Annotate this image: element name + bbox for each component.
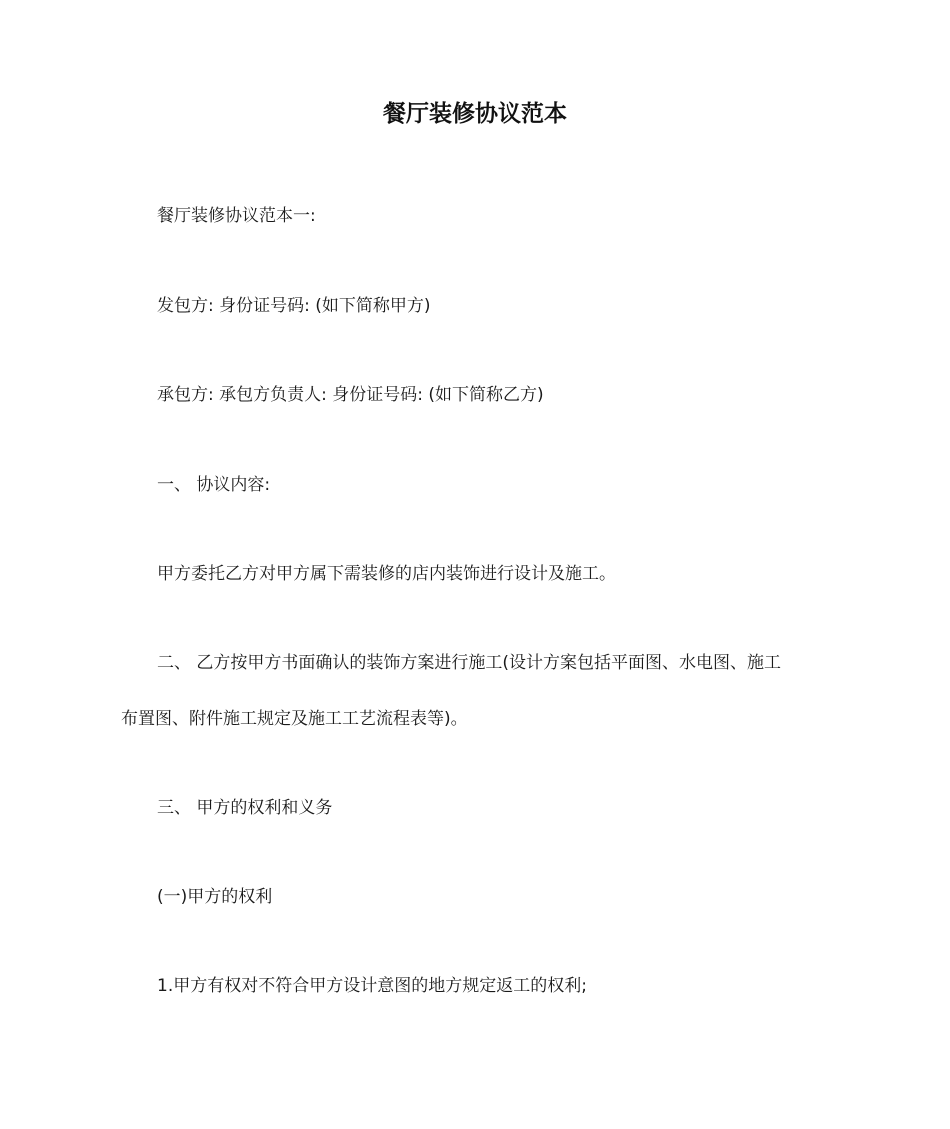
paragraph-party-a: 发包方: 身份证号码: (如下简称甲方) — [157, 296, 431, 316]
section-heading-1: 一、 协议内容: — [157, 475, 271, 495]
section-heading-2: 二、 乙方按甲方书面确认的装饰方案进行施工(设计方案包括平面图、水电图、施工 — [157, 653, 782, 673]
subsection-heading: (一)甲方的权利 — [157, 887, 273, 907]
page-title: 餐厅装修协议范本 — [383, 101, 567, 127]
section-heading-3: 三、 甲方的权利和义务 — [157, 798, 333, 818]
paragraph-heading: 餐厅装修协议范本一: — [157, 206, 316, 226]
paragraph-party-b: 承包方: 承包方负责人: 身份证号码: (如下简称乙方) — [157, 385, 544, 405]
paragraph-content: 甲方委托乙方对甲方属下需装修的店内装饰进行设计及施工。 — [157, 564, 616, 584]
list-item: 1.甲方有权对不符合甲方设计意图的地方规定返工的权利; — [157, 976, 587, 996]
section-2-continuation: 布置图、附件施工规定及施工工艺流程表等)。 — [121, 709, 468, 729]
